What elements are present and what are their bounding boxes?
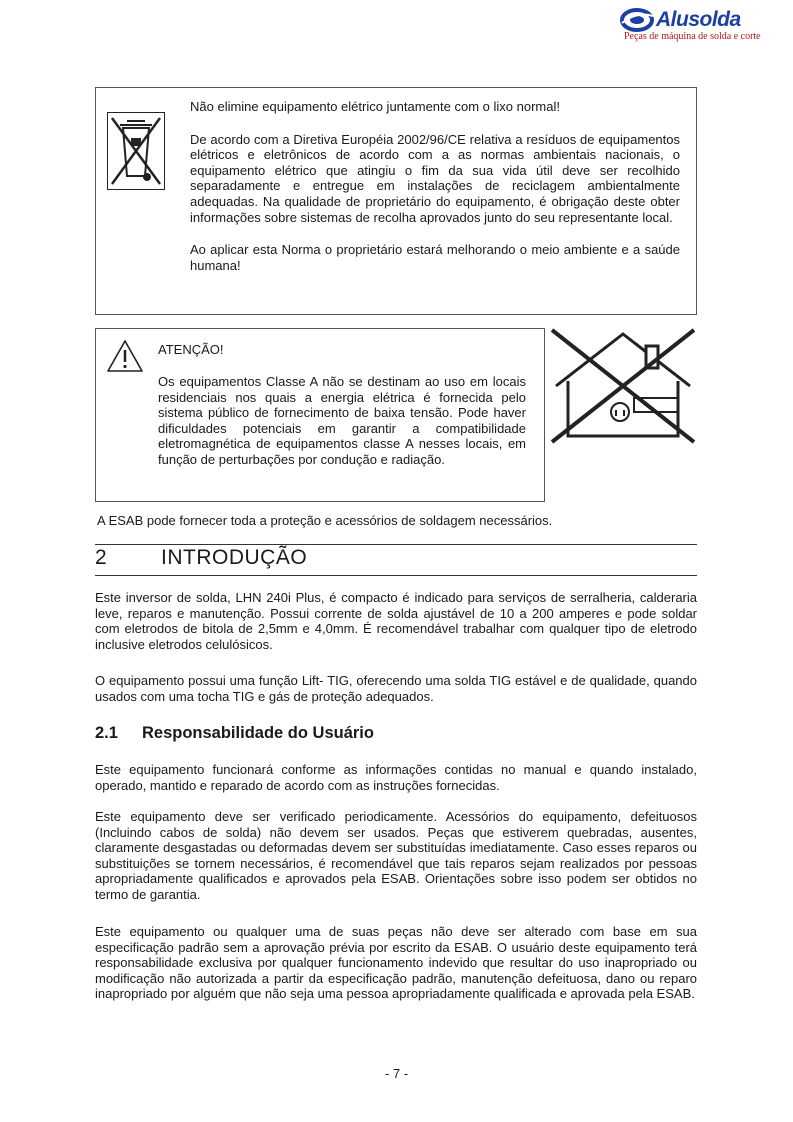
page-number: - 7 - bbox=[384, 1066, 409, 1081]
weee-paragraph-1: Não elimine equipamento elétrico juntamente com o lixo normal! bbox=[190, 99, 560, 114]
logo-tagline: Peças de máquina de solda e corte bbox=[624, 31, 761, 42]
subsection-title: Responsabilidade do Usuário bbox=[142, 724, 374, 742]
section-title: INTRODUÇÃO bbox=[161, 546, 308, 569]
intro-paragraph-1: Este inversor de solda, LHN 240i Plus, é compacto é indicado para serviços de serralheria, calderaria leve, reparos e manutenção. Possui corrente de solda ajustável de 10 a 200 amperes e pode soldar com eletrodos de bitola de 2,5mm e 4,0mm. É recomendável trabalhar com qualquer tipo de eletrodo inclusive eletrodos celulósicos. bbox=[95, 590, 697, 652]
esab-protection-note: A ESAB pode fornecer toda a proteção e acessórios de soldagem necessários. bbox=[97, 513, 553, 528]
logo-name: Alusolda bbox=[656, 8, 741, 31]
responsibility-paragraph-2: Este equipamento deve ser verificado periodicamente. Acessórios do equipamento, defeituosos (Incluindo cabos de solda) não devem ser usados. Peças que estiverem quebradas, ausentes, claramente desgastadas ou deformadas devem ser substituídas imediatamente. Caso esses reparos ou substituições se tornem necessários, é recomendável que tais reparos sejam realizados por pessoas apropriadamente qualificados e aprovados pela ESAB. Orientações sobre isso podem ser obtidos no termo de garantia. bbox=[95, 809, 697, 902]
warning-triangle-icon bbox=[106, 339, 144, 373]
weee-notice-box bbox=[95, 87, 697, 315]
attention-text: Os equipamentos Classe A não se destinam ao uso em locais residenciais nos quais a energia elétrica é fornecida pelo sistema público de fornecimento de baixa tensão. Pode haver dificuldades potenciais em garantir a compatibilidade eletromagnética de equipamentos classe A nesses locais, em função de perturbações por condução e radiação. bbox=[158, 374, 526, 467]
weee-paragraph-2: De acordo com a Diretiva Européia 2002/96/CE relativa a resíduos de equipamentos elétricos e eletrônicos de acordo com a as normas ambientais nacionais, o equipamento elétrico que atingiu o fim da sua vida útil deve ser recolhido separadamente e entregue em instalações de reciclagem ambientalmente adequadas. Na qualidade de proprietário do equipamento, é obrigação deste obter informações sobre sistemas de recolha aprovados junto do seu representante local. bbox=[190, 131, 680, 225]
alusolda-logo-icon bbox=[620, 7, 656, 33]
brand-logo bbox=[618, 5, 788, 47]
crossed-out-wheelie-bin-icon bbox=[107, 112, 165, 190]
attention-title: ATENÇÃO! bbox=[158, 342, 224, 357]
responsibility-paragraph-1: Este equipamento funcionará conforme as informações contidas no manual e quando instalado, operado, mantido e reparado de acordo com as instruções fornecidas. bbox=[95, 762, 697, 793]
intro-paragraph-2: O equipamento possui uma função Lift- TIG, oferecendo uma solda TIG estável e de qualidade, quando usados com uma tocha TIG e gás de proteção adequados. bbox=[95, 673, 697, 704]
section-divider bbox=[95, 544, 697, 545]
weee-paragraph-3: Ao aplicar esta Norma o proprietário estará melhorando o meio ambiente e a saúde humana! bbox=[190, 242, 680, 273]
section-number: 2 bbox=[95, 546, 108, 569]
attention-notice-box bbox=[95, 328, 545, 502]
section-divider-bottom bbox=[95, 575, 697, 576]
section-heading bbox=[95, 546, 307, 570]
crossed-out-house-icon bbox=[548, 326, 698, 446]
subsection-number: 2.1 bbox=[95, 724, 118, 742]
subsection-heading bbox=[95, 724, 374, 743]
responsibility-paragraph-3: Este equipamento ou qualquer uma de suas peças não deve ser alterado com base em sua especificação padrão sem a aprovação prévia por escrito da ESAB. O usuário deste equipamento terá responsabilidade exclusiva por qualquer funcionamento indevido que resultar do uso inapropriado ou modificação não autorizada a partir da especificação padrão, manutenção defeituosa, dano ou reparo inapropriado por alguém que não seja uma pessoa apropriadamente qualificada e aprovada pela ESAB. bbox=[95, 924, 697, 1002]
